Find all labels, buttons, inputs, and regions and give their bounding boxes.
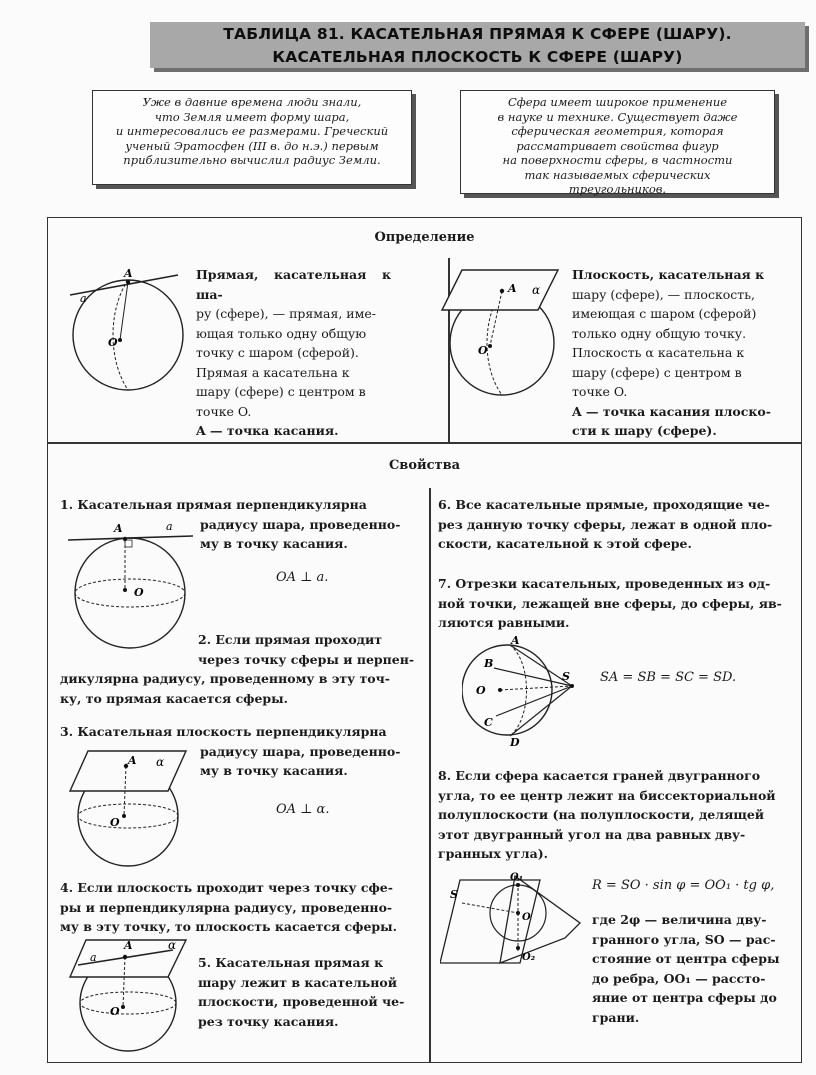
property-8-formula: R = SO · sin φ = OO₁ · tg φ, <box>592 878 775 893</box>
intro-history-box <box>92 90 412 185</box>
center-point <box>118 338 122 342</box>
def-plane-text: точке O. <box>572 384 628 399</box>
property-8-figure <box>440 868 585 973</box>
prop-text: дикулярна радиусу, проведенному в эту точ- <box>60 671 390 686</box>
property-3-formula: OA ⊥ α. <box>276 802 330 817</box>
center-point <box>488 344 492 348</box>
prop-text: гранных угла). <box>438 846 548 861</box>
tangent-line <box>68 536 193 540</box>
prop-text: через точку сферы и перпен- <box>198 651 415 667</box>
label-O: O <box>110 816 120 829</box>
radius-line <box>120 282 128 340</box>
label-B: B <box>484 657 494 670</box>
prop-text: рез данную точку сферы, лежат в одной пло- <box>438 516 773 532</box>
prop-text: 7. Отрезки касательных, проведенных из од- <box>438 576 771 591</box>
tangent-point <box>126 280 130 284</box>
prop-text: где 2φ — величина дву- <box>592 912 767 927</box>
intro-line: сферическая геометрия, которая <box>511 124 724 138</box>
tangent-plane <box>442 270 558 310</box>
intro-line: что Земля имеет форму шара, <box>154 109 350 124</box>
definition-title: Определение <box>374 230 475 245</box>
column-divider <box>429 488 431 1062</box>
tangency-circle <box>510 645 527 736</box>
def-line-text: шару (сфере) с центром в <box>196 384 366 399</box>
prop-text: радиусу шара, проведенно- <box>200 516 401 532</box>
prop-text: 4. Если плоскость проходит через точку сфе- <box>60 880 393 895</box>
prop-text: стояние от центра сферы <box>592 951 780 966</box>
definition-tangent-plane-text <box>572 265 794 441</box>
prop-text: скости, касательной к этой сфере. <box>438 536 692 551</box>
intro-line: Уже в давние времена люди знали, <box>142 95 362 109</box>
label-O: O <box>522 912 531 923</box>
prop-text: радиусу шара, проведенно- <box>200 743 401 759</box>
def-line-text: точку с шаром (сферой). <box>196 345 359 360</box>
intro-line: так называемых сферических <box>524 167 711 182</box>
def-plane-text: шару (сфере) с центром в <box>572 364 742 380</box>
prop-text: угла, то ее центр лежит на биссекториальной <box>438 787 776 803</box>
def-plane-text: имеющая с шаром (сферой) <box>572 306 757 321</box>
face-2 <box>500 876 580 963</box>
title-line-1: ТАБЛИЦА 81. КАСАТЕЛЬНАЯ ПРЯМАЯ К СФЕРЕ (ШАРУ). <box>223 25 732 43</box>
label-A: A <box>511 634 520 647</box>
def-plane-text: шару (сфере), — плоскость, <box>572 286 755 302</box>
label-A: A <box>124 267 133 280</box>
prop-text: рез точку касания. <box>198 1013 339 1029</box>
def-line-text: ру (сфере), — прямая, име- <box>196 306 376 321</box>
def-plane-text: только одну общую точку. <box>572 325 747 341</box>
center-point <box>123 588 127 592</box>
prop-text: ку, то прямая касается сферы. <box>60 690 289 706</box>
properties-title: Свойства <box>388 458 461 473</box>
prop-text: 1. Касательная прямая перпендикулярна <box>60 497 367 512</box>
intro-line: на поверхности сферы, в частности <box>502 153 733 167</box>
sphere-equator <box>78 804 178 828</box>
tangent-SC <box>496 686 572 716</box>
label-A: A <box>114 522 123 535</box>
label-a: a <box>90 951 97 964</box>
label-A: A <box>128 754 137 767</box>
property-1-formula: OA ⊥ a. <box>276 570 329 585</box>
tangent-point <box>500 289 504 293</box>
prop-text: до ребра, OO₁ — рассто- <box>592 970 766 986</box>
label-O: O <box>108 336 118 349</box>
prop-text: грани. <box>592 1009 640 1025</box>
label-alpha: α <box>168 938 177 952</box>
prop-text: гранного угла, SO — рас- <box>592 931 776 947</box>
label-alpha: α <box>156 755 165 769</box>
intro-line: Сфера имеет широкое применение <box>507 95 728 109</box>
center-point <box>121 1005 125 1009</box>
label-a: a <box>166 520 173 533</box>
prop-text: 2. Если прямая проходит <box>198 632 383 647</box>
prop-text: ры и перпендикулярна радиусу, проведенно- <box>60 899 393 915</box>
intro-line: рассматривает свойства фигур <box>516 138 719 153</box>
intro-line: приблизительно вычислил радиус Земли. <box>123 153 381 167</box>
center-point <box>122 814 126 818</box>
prop-text: этот двугранный угол на два равных дву- <box>438 826 746 842</box>
def-line-text: A — точка касания. <box>196 423 339 438</box>
label-a: a <box>80 292 87 305</box>
def-plane-text: Плоскость α касательна к <box>572 345 745 360</box>
prop-text: ной точки, лежащей вне сферы, до сферы, яв- <box>438 595 782 611</box>
prop-text: 6. Все касательные прямые, проходящие че- <box>438 497 770 512</box>
intro-line: ученый Эратосфен (III в. до н.э.) первым <box>125 138 379 153</box>
prop-text: ляются равными. <box>438 615 570 630</box>
intro-line: треугольников. <box>568 182 667 196</box>
center-point <box>498 688 502 692</box>
label-C: C <box>484 716 493 729</box>
label-O2: O₂ <box>522 952 536 963</box>
def-line-text: ющая только одну общую <box>196 325 367 341</box>
center-point <box>516 911 520 915</box>
label-O: O <box>476 684 486 697</box>
label-A: A <box>508 282 517 295</box>
sphere-equator <box>75 579 185 607</box>
tangent-point <box>123 537 127 541</box>
def-plane-text: сти к шару (сфере). <box>572 423 717 438</box>
def-line-text: Прямая a касательна к <box>196 364 350 380</box>
prop-text: плоскости, проведенной че- <box>198 994 405 1009</box>
sphere-equator <box>80 992 176 1014</box>
definition-tangent-line-text <box>196 265 391 441</box>
line-OS <box>500 686 572 690</box>
title-banner <box>150 22 805 68</box>
property-4 <box>60 878 415 937</box>
prop-text: 3. Касательная плоскость перпендикулярна <box>60 724 387 739</box>
intro-line: в науке и технике. Существует даже <box>497 109 738 124</box>
label-A: A <box>124 939 133 952</box>
def-line-text: точке O. <box>196 403 252 419</box>
external-point <box>570 684 574 688</box>
label-O: O <box>134 586 144 599</box>
def-plane-text: Плоскость, касательная к <box>572 267 765 282</box>
def-plane-text: A — точка касания плоско- <box>572 403 771 419</box>
property-5 <box>198 953 416 1031</box>
property-6 <box>438 495 793 554</box>
prop-text: му в эту точку, то плоскость касается сферы. <box>60 919 398 934</box>
def-line-text: Прямая, касательная к ша- <box>196 267 391 302</box>
prop-text: шару лежит в касательной <box>198 974 398 990</box>
property-7 <box>438 574 793 633</box>
property-5-figure <box>68 935 198 1053</box>
prop-text: 8. Если сфера касается граней двугранного <box>438 768 761 783</box>
sphere-outline <box>73 280 183 390</box>
intro-application-box <box>460 90 775 194</box>
label-D: D <box>510 736 520 749</box>
prop-text: му в точку касания. <box>200 763 348 778</box>
label-S: S <box>562 670 570 683</box>
point-O1 <box>516 883 520 887</box>
property-8-explanation <box>592 910 797 1027</box>
tangent-line-figure <box>58 260 188 400</box>
property-8 <box>438 766 793 864</box>
prop-text: 5. Касательная прямая к <box>198 955 384 970</box>
label-O: O <box>110 1005 120 1018</box>
label-S: S <box>450 888 458 901</box>
tangent-plane-figure <box>440 258 570 403</box>
property-7-figure <box>462 632 592 750</box>
title-line-2: КАСАТЕЛЬНАЯ ПЛОСКОСТЬ К СФЕРЕ (ШАРУ) <box>272 48 683 66</box>
prop-text: полуплоскости (на полуплоскости, делящей <box>438 807 765 822</box>
prop-text: яние от центра сферы до <box>592 990 777 1005</box>
right-angle-mark <box>125 540 132 547</box>
point-O2 <box>516 946 520 950</box>
property-2 <box>60 630 415 708</box>
label-O1: O₁ <box>510 872 524 883</box>
prop-text: му в точку касания. <box>200 536 348 551</box>
intro-line: и интересовались ее размерами. Греческий <box>115 124 389 138</box>
tangent-SB <box>494 668 572 686</box>
tangent-SD <box>510 686 572 736</box>
label-O: O <box>478 344 488 357</box>
property-3-figure <box>68 746 198 871</box>
tangent-point <box>123 955 127 959</box>
property-7-formula: SA = SB = SC = SD. <box>600 670 737 685</box>
label-alpha: α <box>532 283 541 297</box>
